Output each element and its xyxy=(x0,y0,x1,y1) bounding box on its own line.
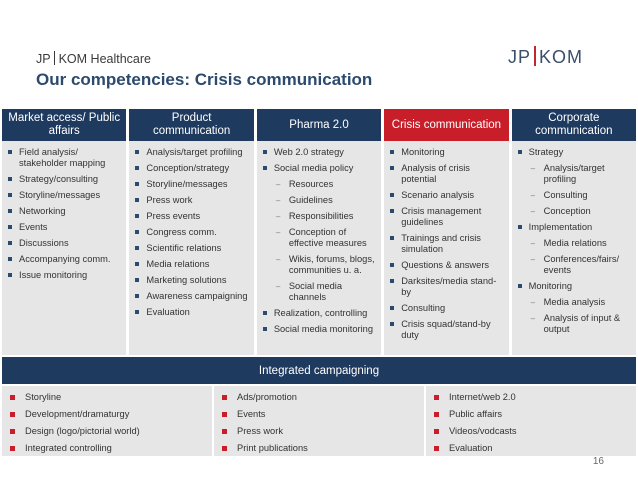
bullet-list xyxy=(389,147,503,341)
integrated-campaigning-body xyxy=(2,386,636,456)
list-item: Networking xyxy=(7,206,121,217)
list-item: Field analysis/ stakeholder mapping xyxy=(7,147,121,169)
sub-list-item: – Conferences/fairs/ events xyxy=(517,254,631,276)
column-body xyxy=(384,141,508,355)
competency-columns xyxy=(2,109,636,355)
column-body xyxy=(512,141,636,355)
list-item: Consulting xyxy=(389,303,503,314)
list-item: Implementation xyxy=(517,222,631,233)
list-item: Evaluation xyxy=(134,307,248,318)
list-item: Questions & answers xyxy=(389,260,503,271)
column-header: Pharma 2.0 xyxy=(257,109,381,141)
sub-list-item: – Media analysis xyxy=(517,297,631,308)
sub-list-item: – Consulting xyxy=(517,190,631,201)
page-title: Our competencies: Crisis communication xyxy=(36,70,373,89)
jpkom-logo xyxy=(508,46,604,68)
campaign-group xyxy=(214,386,424,456)
sub-list-item: – Resources xyxy=(262,179,376,190)
list-item: Trainings and crisis simulation xyxy=(389,233,503,255)
page-number: 16 xyxy=(592,456,604,467)
company-name xyxy=(36,51,151,66)
list-item: Storyline xyxy=(7,392,207,403)
list-item: Press work xyxy=(134,195,248,206)
competency-column xyxy=(512,109,636,355)
integrated-campaigning-header: Integrated campaigning xyxy=(2,357,636,384)
bullet-list xyxy=(262,147,376,335)
sub-list-item: – Guidelines xyxy=(262,195,376,206)
column-body xyxy=(129,141,253,355)
list-item: Analysis/target profiling xyxy=(134,147,248,158)
top-strip xyxy=(0,0,638,14)
column-header: Market access/ Public affairs xyxy=(2,109,126,141)
column-header: Crisis communication xyxy=(384,109,508,141)
list-item: Videos/vodcasts xyxy=(431,426,631,437)
bullet-list xyxy=(517,147,631,335)
list-item: Congress comm. xyxy=(134,227,248,238)
bullet-list xyxy=(431,392,631,454)
sub-list-item: – Analysis/target profiling xyxy=(517,163,631,185)
competency-column xyxy=(257,109,381,355)
sub-list-item: – Analysis of input & output xyxy=(517,313,631,335)
column-header: Corporate communication xyxy=(512,109,636,141)
list-item: Storyline/messages xyxy=(7,190,121,201)
sub-list-item: – Wikis, forums, blogs, communities u. a. xyxy=(262,254,376,276)
list-item: Ads/promotion xyxy=(219,392,419,403)
list-item: Evaluation xyxy=(431,443,631,454)
list-item: Darksites/media stand-by xyxy=(389,276,503,298)
logo-left: JP xyxy=(508,47,532,67)
list-item: Monitoring xyxy=(389,147,503,158)
list-item: Monitoring xyxy=(517,281,631,292)
list-item: Social media monitoring xyxy=(262,324,376,335)
column-body xyxy=(257,141,381,355)
competency-column xyxy=(384,109,508,355)
sub-list-item: – Media relations xyxy=(517,238,631,249)
bullet-list xyxy=(134,147,248,318)
bullet-list xyxy=(7,147,121,281)
column-header: Product communication xyxy=(129,109,253,141)
list-item: Strategy/consulting xyxy=(7,174,121,185)
bullet-list xyxy=(7,392,207,454)
list-item: Discussions xyxy=(7,238,121,249)
list-item: Accompanying comm. xyxy=(7,254,121,265)
list-item: Scientific relations xyxy=(134,243,248,254)
competency-column xyxy=(129,109,253,355)
list-item: Print publications xyxy=(219,443,419,454)
list-item: Development/dramaturgy xyxy=(7,409,207,420)
campaign-group xyxy=(2,386,212,456)
list-item: Strategy xyxy=(517,147,631,158)
company-name-right: KOM Healthcare xyxy=(58,52,151,66)
sub-list-item: – Social media channels xyxy=(262,281,376,303)
company-name-left: JP xyxy=(36,52,51,66)
sub-list-item: – Conception of effective measures xyxy=(262,227,376,249)
list-item: Design (logo/pictorial world) xyxy=(7,426,207,437)
list-item: Issue monitoring xyxy=(7,270,121,281)
logo-red-bar xyxy=(534,46,536,66)
list-item: Media relations xyxy=(134,259,248,270)
bullet-list xyxy=(219,392,419,454)
column-body xyxy=(2,141,126,355)
logo-right: KOM xyxy=(539,47,584,67)
list-item: Events xyxy=(7,222,121,233)
list-item: Realization, controlling xyxy=(262,308,376,319)
list-item: Public affairs xyxy=(431,409,631,420)
list-item: Crisis squad/stand-by duty xyxy=(389,319,503,341)
list-item: Storyline/messages xyxy=(134,179,248,190)
list-item: Web 2.0 strategy xyxy=(262,147,376,158)
list-item: Integrated controlling xyxy=(7,443,207,454)
sub-list-item: – Responsibilities xyxy=(262,211,376,222)
list-item: Conception/strategy xyxy=(134,163,248,174)
list-item: Press events xyxy=(134,211,248,222)
list-item: Press work xyxy=(219,426,419,437)
list-item: Awareness campaigning xyxy=(134,291,248,302)
list-item: Marketing solutions xyxy=(134,275,248,286)
competency-column xyxy=(2,109,126,355)
list-item: Events xyxy=(219,409,419,420)
list-item: Scenario analysis xyxy=(389,190,503,201)
sub-list-item: – Conception xyxy=(517,206,631,217)
list-item: Analysis of crisis potential xyxy=(389,163,503,185)
campaign-group xyxy=(426,386,636,456)
company-separator xyxy=(54,51,55,65)
list-item: Social media policy xyxy=(262,163,376,174)
list-item: Internet/web 2.0 xyxy=(431,392,631,403)
list-item: Crisis management guidelines xyxy=(389,206,503,228)
